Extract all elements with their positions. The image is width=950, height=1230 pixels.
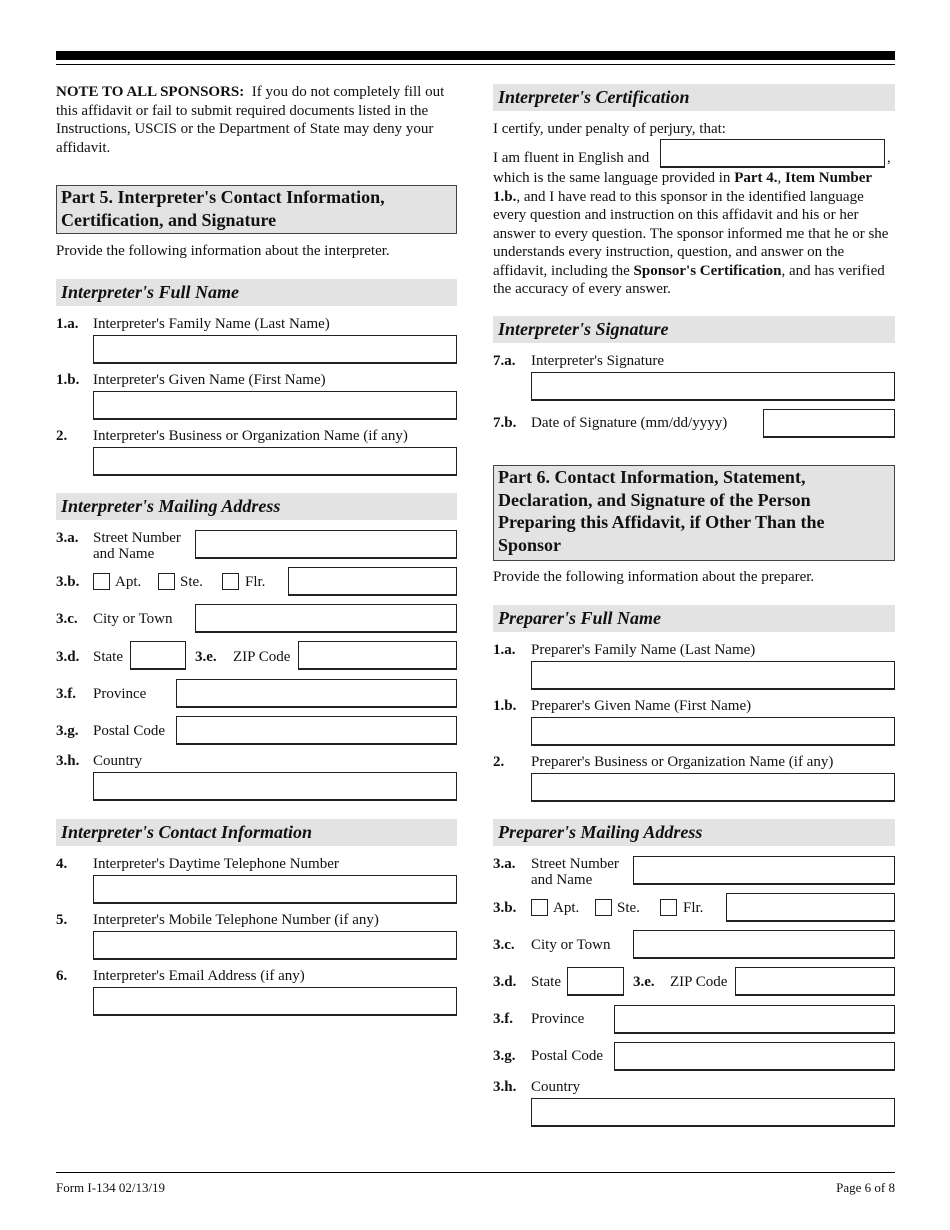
fluent-label: I am fluent in English and [493, 150, 650, 166]
certification-text: which is the same language provided in Part 4., Item Number 1.b., and I have read to this sponsor in the identified language every question and instruction on this affidavit and his or her answer to every question. The sponsor informed me that he or she understands every instruction, question, and answer on the affidavit, including the Sponsor's Certification, and has verified the accuracy of every answer. [493, 170, 889, 297]
interpreter-business-input[interactable] [93, 447, 457, 476]
ste-checkbox[interactable] [158, 573, 175, 590]
item-number: 3.b. [493, 900, 517, 916]
preparer-family-name-input[interactable] [531, 661, 895, 690]
interpreter-signature-heading: Interpreter's Signature [493, 316, 895, 343]
apt-label: Apt. [553, 900, 580, 916]
item-number: 3.g. [56, 723, 79, 739]
item-number: 1.a. [493, 642, 516, 658]
item-number: 3.a. [493, 856, 516, 872]
zip-label: ZIP Code [670, 974, 728, 990]
apt-checkbox[interactable] [93, 573, 110, 590]
street-label: Street Number [93, 530, 181, 546]
interpreter-family-name-label: Interpreter's Family Name (Last Name) [93, 316, 330, 332]
preparer-given-name-input[interactable] [531, 717, 895, 746]
flr-checkbox[interactable] [660, 899, 677, 916]
interpreter-city-input[interactable] [195, 604, 457, 633]
interpreter-given-name-input[interactable] [93, 391, 457, 420]
interpreter-country-input[interactable] [93, 772, 457, 801]
interpreter-certification-heading: Interpreter's Certification [493, 84, 895, 111]
interpreter-signature-input[interactable] [531, 372, 895, 401]
interpreter-phone-input[interactable] [93, 875, 457, 904]
preparer-postal-input[interactable] [614, 1042, 895, 1071]
part6-title: Part 6. Contact Information, Statement, Declaration, and Signature of the Person Preparing this Affidavit, if Other Than the Sponsor [493, 465, 895, 561]
country-label: Country [531, 1079, 581, 1095]
item-number: 3.a. [56, 530, 79, 546]
state-label: State [93, 649, 123, 665]
top-rule-thick [56, 51, 895, 60]
preparer-city-input[interactable] [633, 930, 895, 959]
street-label-line2: and Name [531, 872, 593, 888]
preparer-zip-input[interactable] [735, 967, 895, 996]
interpreter-email-input[interactable] [93, 987, 457, 1016]
flr-label: Flr. [683, 900, 704, 916]
certify-line: I certify, under penalty of perjury, that: [493, 121, 726, 137]
street-label: Street Number [531, 856, 619, 872]
preparer-family-name-label: Preparer's Family Name (Last Name) [531, 642, 756, 658]
province-label: Province [93, 686, 147, 702]
street-label-line2: and Name [93, 546, 155, 562]
item-number: 3.h. [56, 753, 80, 769]
zip-label: ZIP Code [233, 649, 291, 665]
mobile-label: Interpreter's Mobile Telephone Number (if any) [93, 912, 379, 928]
postal-label: Postal Code [93, 723, 166, 739]
item-number: 2. [56, 428, 68, 444]
interpreter-family-name-input[interactable] [93, 335, 457, 364]
item-number: 3.g. [493, 1048, 516, 1064]
item-number: 3.d. [56, 649, 80, 665]
comma: , [887, 150, 891, 166]
interpreter-full-name-heading: Interpreter's Full Name [56, 279, 457, 306]
part5-title: Part 5. Interpreter's Contact Information, Certification, and Signature [56, 185, 457, 234]
page-number: Page 6 of 8 [836, 1180, 895, 1195]
signature-date-input[interactable] [763, 409, 895, 438]
flr-checkbox[interactable] [222, 573, 239, 590]
preparer-country-input[interactable] [531, 1098, 895, 1127]
note-to-sponsors: NOTE TO ALL SPONSORS: If you do not completely fill out this affidavit or fail to submit required documents listed in the Instructions, USCIS or the Department of State may deny your affidavit. [56, 84, 445, 156]
interpreter-contact-heading: Interpreter's Contact Information [56, 819, 457, 846]
preparer-mailing-heading: Preparer's Mailing Address [493, 819, 895, 846]
interpreter-street-input[interactable] [195, 530, 457, 559]
preparer-state-input[interactable] [567, 967, 624, 996]
ste-checkbox[interactable] [595, 899, 612, 916]
preparer-business-input[interactable] [531, 773, 895, 802]
country-label: Country [93, 753, 143, 769]
postal-label: Postal Code [531, 1048, 604, 1064]
preparer-business-label: Preparer's Business or Organization Name (if any) [531, 754, 834, 770]
item-number: 7.a. [493, 353, 516, 369]
interpreter-postal-input[interactable] [176, 716, 457, 745]
top-rule-thin [56, 64, 895, 65]
interpreter-unit-input[interactable] [288, 567, 457, 596]
item-number: 5. [56, 912, 68, 928]
item-number: 3.f. [493, 1011, 513, 1027]
province-label: Province [531, 1011, 585, 1027]
item-number: 1.b. [56, 372, 80, 388]
interpreter-mobile-input[interactable] [93, 931, 457, 960]
item-number: 3.e. [195, 649, 217, 665]
item-number: 3.e. [633, 974, 655, 990]
signature-label: Interpreter's Signature [531, 353, 665, 369]
preparer-province-input[interactable] [614, 1005, 895, 1034]
city-label: City or Town [531, 937, 611, 953]
item-number: 1.b. [493, 698, 517, 714]
interpreter-province-input[interactable] [176, 679, 457, 708]
item-number: 4. [56, 856, 68, 872]
language-input[interactable] [660, 139, 885, 168]
item-number: 7.b. [493, 415, 517, 431]
preparer-full-name-heading: Preparer's Full Name [493, 605, 895, 632]
flr-label: Flr. [245, 574, 266, 590]
item-number: 3.c. [493, 937, 515, 953]
interpreter-given-name-label: Interpreter's Given Name (First Name) [93, 372, 326, 388]
interpreter-business-label: Interpreter's Business or Organization Name (if any) [93, 428, 408, 444]
preparer-street-input[interactable] [633, 856, 895, 885]
footer-rule [56, 1172, 895, 1173]
part5-intro: Provide the following information about the interpreter. [56, 243, 390, 259]
item-number: 3.h. [493, 1079, 517, 1095]
item-number: 1.a. [56, 316, 79, 332]
item-number: 2. [493, 754, 505, 770]
item-number: 3.f. [56, 686, 76, 702]
item-number: 3.c. [56, 611, 78, 627]
ste-label: Ste. [617, 900, 640, 916]
ste-label: Ste. [180, 574, 203, 590]
preparer-unit-input[interactable] [726, 893, 895, 922]
email-label: Interpreter's Email Address (if any) [93, 968, 305, 984]
state-label: State [531, 974, 561, 990]
interpreter-state-input[interactable] [130, 641, 186, 670]
part6-intro: Provide the following information about the preparer. [493, 569, 815, 585]
form-id: Form I-134 02/13/19 [56, 1180, 166, 1195]
item-number: 6. [56, 968, 68, 984]
preparer-given-name-label: Preparer's Given Name (First Name) [531, 698, 752, 714]
interpreter-mailing-heading: Interpreter's Mailing Address [56, 493, 457, 520]
date-label: Date of Signature (mm/dd/yyyy) [531, 415, 728, 431]
item-number: 3.d. [493, 974, 517, 990]
phone-label: Interpreter's Daytime Telephone Number [93, 856, 339, 872]
apt-checkbox[interactable] [531, 899, 548, 916]
city-label: City or Town [93, 611, 173, 627]
item-number: 3.b. [56, 574, 80, 590]
apt-label: Apt. [115, 574, 142, 590]
interpreter-zip-input[interactable] [298, 641, 457, 670]
